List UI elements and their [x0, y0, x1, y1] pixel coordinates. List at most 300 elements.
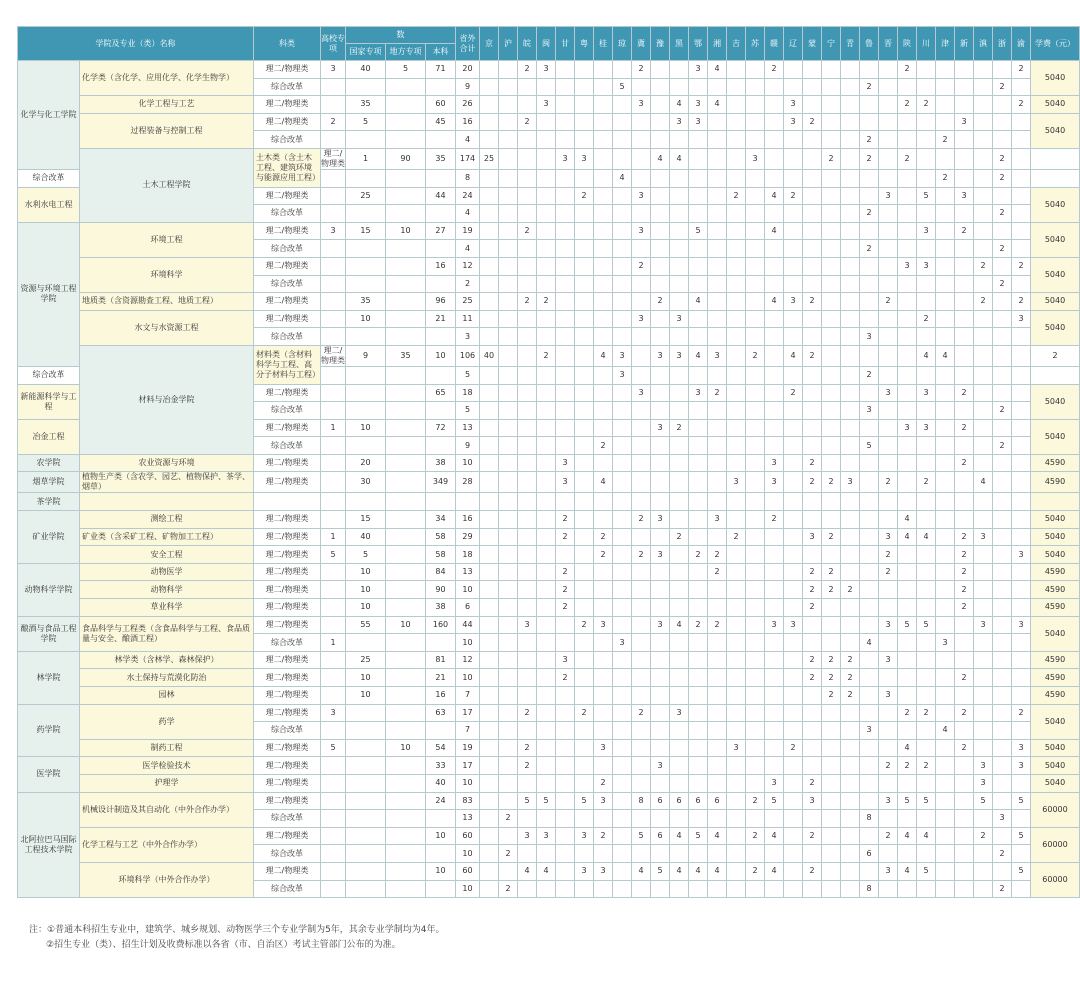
- province-quota-cell: [632, 148, 651, 169]
- province-quota-cell: [784, 704, 803, 722]
- province-quota-cell: [898, 131, 917, 149]
- undergrad-cell: [426, 845, 456, 863]
- province-quota-cell: 2: [822, 563, 841, 581]
- province-quota-cell: 3: [879, 792, 898, 810]
- undergrad-cell: 38: [426, 454, 456, 472]
- province-quota-cell: [993, 704, 1012, 722]
- category-cell: 理二/物理类: [254, 546, 321, 564]
- school-special-cell: [321, 96, 346, 114]
- table-row: [18, 96, 1080, 114]
- province-quota-cell: [727, 384, 746, 402]
- undergrad-cell: [426, 493, 456, 511]
- province-quota-cell: [993, 328, 1012, 346]
- province-quota-cell: [575, 169, 594, 187]
- header-plan-group: 数: [346, 27, 456, 44]
- province-quota-cell: 2: [993, 880, 1012, 898]
- province-quota-cell: 8: [632, 792, 651, 810]
- province-quota-cell: [632, 757, 651, 775]
- province-quota-cell: [917, 131, 936, 149]
- province-quota-cell: [537, 581, 556, 599]
- province-quota-cell: [499, 493, 518, 511]
- province-quota-cell: [556, 493, 575, 511]
- province-quota-cell: [898, 187, 917, 205]
- local-special-cell: [386, 419, 426, 437]
- province-quota-cell: [841, 511, 860, 529]
- category-cell: 理二/物理类: [254, 669, 321, 687]
- province-quota-cell: [689, 78, 708, 96]
- undergrad-cell: 65: [426, 384, 456, 402]
- province-quota-cell: 3: [993, 810, 1012, 828]
- province-quota-cell: [651, 222, 670, 240]
- province-quota-cell: [822, 493, 841, 511]
- province-quota-cell: [784, 511, 803, 529]
- province-quota-cell: [936, 827, 955, 845]
- fee-cell: 4590: [1031, 669, 1080, 687]
- province-quota-cell: [879, 454, 898, 472]
- province-quota-cell: [727, 257, 746, 275]
- province-quota-cell: [727, 880, 746, 898]
- province-quota-cell: 8: [860, 880, 879, 898]
- school-special-cell: [321, 581, 346, 599]
- province-quota-cell: 2: [898, 96, 917, 114]
- province-quota-cell: [575, 599, 594, 617]
- province-quota-cell: [670, 546, 689, 564]
- province-quota-cell: 4: [917, 528, 936, 546]
- province-quota-cell: [936, 402, 955, 420]
- province-quota-cell: [537, 774, 556, 792]
- province-quota-cell: [993, 511, 1012, 529]
- national-special-cell: 35: [346, 96, 386, 114]
- province-quota-cell: 2: [803, 599, 822, 617]
- province-quota-cell: [993, 528, 1012, 546]
- province-quota-cell: [917, 880, 936, 898]
- province-quota-cell: [727, 131, 746, 149]
- province-quota-cell: 3: [518, 616, 537, 634]
- category-cell: 理二/物理类: [254, 528, 321, 546]
- province-quota-cell: [1012, 328, 1031, 346]
- province-quota-cell: 5: [1012, 792, 1031, 810]
- province-quota-cell: [1012, 563, 1031, 581]
- province-quota-cell: [651, 240, 670, 258]
- province-quota-cell: [746, 528, 765, 546]
- province-quota-cell: [518, 511, 537, 529]
- category-cell: 理二/物理类: [254, 293, 321, 311]
- national-special-cell: [346, 169, 386, 187]
- province-quota-cell: [803, 222, 822, 240]
- province-quota-cell: 2: [803, 581, 822, 599]
- province-quota-cell: [784, 205, 803, 223]
- province-quota-cell: [784, 437, 803, 455]
- province-quota-cell: [537, 546, 556, 564]
- province-quota-cell: [936, 704, 955, 722]
- school-special-cell: [321, 810, 346, 828]
- province-quota-cell: 2: [955, 454, 974, 472]
- province-quota-cell: [898, 78, 917, 96]
- province-quota-cell: [746, 546, 765, 564]
- province-quota-cell: [803, 240, 822, 258]
- province-quota-cell: [746, 757, 765, 775]
- province-quota-cell: [955, 810, 974, 828]
- province-quota-cell: [727, 651, 746, 669]
- province-quota-cell: [499, 419, 518, 437]
- major-cell: 过程装备与控制工程: [80, 113, 254, 148]
- fee-cell: 5040: [1031, 384, 1080, 419]
- province-quota-cell: 2: [518, 757, 537, 775]
- province-quota-cell: [575, 546, 594, 564]
- province-quota-cell: [879, 96, 898, 114]
- province-quota-cell: [689, 581, 708, 599]
- province-quota-cell: [575, 61, 594, 79]
- province-quota-cell: 4: [765, 187, 784, 205]
- province-quota-cell: [670, 511, 689, 529]
- province-quota-cell: [708, 187, 727, 205]
- category-cell: 理二/物理类: [254, 472, 321, 493]
- province-quota-cell: [613, 419, 632, 437]
- out-province-total-cell: 9: [456, 437, 480, 455]
- province-quota-cell: [556, 293, 575, 311]
- province-quota-cell: [537, 402, 556, 420]
- province-quota-cell: [879, 310, 898, 328]
- province-quota-cell: [822, 257, 841, 275]
- province-quota-cell: [993, 419, 1012, 437]
- province-quota-cell: 2: [594, 827, 613, 845]
- province-quota-cell: [689, 687, 708, 705]
- header-province: 苏: [746, 27, 765, 61]
- province-quota-cell: [898, 845, 917, 863]
- category-cell: 理二/物理类: [254, 511, 321, 529]
- province-quota-cell: [689, 669, 708, 687]
- major-cell: 环境科学: [80, 257, 254, 292]
- province-quota-cell: [936, 419, 955, 437]
- category-cell: 理二/物理类: [254, 454, 321, 472]
- local-special-cell: [386, 845, 426, 863]
- province-quota-cell: [955, 472, 974, 493]
- province-quota-cell: [689, 240, 708, 258]
- national-special-cell: [346, 402, 386, 420]
- province-quota-cell: [765, 205, 784, 223]
- province-quota-cell: [898, 651, 917, 669]
- province-quota-cell: [860, 528, 879, 546]
- province-quota-cell: [841, 205, 860, 223]
- province-quota-cell: [651, 454, 670, 472]
- college-cell: 材料与冶金学院: [80, 345, 254, 454]
- province-quota-cell: [974, 187, 993, 205]
- province-quota-cell: 2: [518, 113, 537, 131]
- school-special-cell: [321, 669, 346, 687]
- province-quota-cell: [917, 437, 936, 455]
- province-quota-cell: [537, 687, 556, 705]
- province-quota-cell: [822, 862, 841, 880]
- province-quota-cell: 2: [803, 113, 822, 131]
- province-quota-cell: [556, 240, 575, 258]
- category-cell: 综合改革: [254, 845, 321, 863]
- province-quota-cell: [955, 634, 974, 652]
- province-quota-cell: [613, 687, 632, 705]
- province-quota-cell: [594, 222, 613, 240]
- province-quota-cell: [499, 96, 518, 114]
- province-quota-cell: [499, 275, 518, 293]
- province-quota-cell: [746, 563, 765, 581]
- province-quota-cell: [670, 454, 689, 472]
- province-quota-cell: [936, 472, 955, 493]
- province-quota-cell: [613, 810, 632, 828]
- province-quota-cell: [689, 437, 708, 455]
- province-quota-cell: [974, 96, 993, 114]
- province-quota-cell: 2: [689, 546, 708, 564]
- province-quota-cell: [803, 810, 822, 828]
- province-quota-cell: [575, 113, 594, 131]
- province-quota-cell: 3: [917, 384, 936, 402]
- province-quota-cell: [499, 437, 518, 455]
- province-quota-cell: [936, 113, 955, 131]
- province-quota-cell: [613, 240, 632, 258]
- province-quota-cell: [955, 96, 974, 114]
- province-quota-cell: [632, 328, 651, 346]
- province-quota-cell: [746, 722, 765, 740]
- province-quota-cell: [708, 472, 727, 493]
- province-quota-cell: [860, 651, 879, 669]
- province-quota-cell: [594, 293, 613, 311]
- province-quota-cell: [1012, 493, 1031, 511]
- province-quota-cell: [537, 669, 556, 687]
- province-quota-cell: [556, 419, 575, 437]
- province-quota-cell: [480, 366, 499, 384]
- province-quota-cell: [803, 511, 822, 529]
- undergrad-cell: 58: [426, 528, 456, 546]
- province-quota-cell: [727, 563, 746, 581]
- province-quota-cell: [594, 845, 613, 863]
- province-quota-cell: [575, 240, 594, 258]
- province-quota-cell: 4: [670, 862, 689, 880]
- province-quota-cell: [594, 131, 613, 149]
- province-quota-cell: [518, 310, 537, 328]
- province-quota-cell: [670, 651, 689, 669]
- national-special-cell: [346, 328, 386, 346]
- province-quota-cell: [480, 187, 499, 205]
- province-quota-cell: [879, 78, 898, 96]
- province-quota-cell: [974, 704, 993, 722]
- province-quota-cell: [499, 366, 518, 384]
- province-quota-cell: [993, 222, 1012, 240]
- province-quota-cell: [974, 310, 993, 328]
- province-quota-cell: [898, 810, 917, 828]
- province-quota-cell: 3: [727, 472, 746, 493]
- province-quota-cell: 4: [898, 827, 917, 845]
- province-quota-cell: [651, 528, 670, 546]
- province-quota-cell: [784, 402, 803, 420]
- province-quota-cell: 3: [1012, 310, 1031, 328]
- province-quota-cell: [480, 61, 499, 79]
- province-quota-cell: [575, 651, 594, 669]
- province-quota-cell: [841, 599, 860, 617]
- province-quota-cell: [746, 616, 765, 634]
- province-quota-cell: [936, 366, 955, 384]
- province-quota-cell: [689, 634, 708, 652]
- province-quota-cell: 4: [765, 827, 784, 845]
- province-quota-cell: [537, 493, 556, 511]
- province-quota-cell: 2: [822, 528, 841, 546]
- province-quota-cell: [499, 384, 518, 402]
- national-special-cell: 25: [346, 651, 386, 669]
- province-quota-cell: 2: [860, 240, 879, 258]
- province-quota-cell: [594, 419, 613, 437]
- fee-cell: 5040: [1031, 546, 1080, 564]
- province-quota-cell: [917, 563, 936, 581]
- province-quota-cell: [765, 257, 784, 275]
- province-quota-cell: [689, 845, 708, 863]
- province-quota-cell: 5: [1012, 862, 1031, 880]
- province-quota-cell: [480, 493, 499, 511]
- province-quota-cell: [1012, 402, 1031, 420]
- province-quota-cell: [917, 61, 936, 79]
- province-quota-cell: [518, 810, 537, 828]
- province-quota-cell: [917, 148, 936, 169]
- school-special-cell: [321, 472, 346, 493]
- category-cell: 理二/物理类: [254, 61, 321, 79]
- province-quota-cell: [651, 810, 670, 828]
- province-quota-cell: [860, 704, 879, 722]
- fee-cell: 4590: [1031, 563, 1080, 581]
- province-quota-cell: [727, 310, 746, 328]
- header-province: 沪: [499, 27, 518, 61]
- province-quota-cell: [993, 96, 1012, 114]
- province-quota-cell: [879, 704, 898, 722]
- province-quota-cell: [480, 328, 499, 346]
- fee-cell: 5040: [1031, 757, 1080, 775]
- province-quota-cell: [898, 774, 917, 792]
- province-quota-cell: [537, 634, 556, 652]
- province-quota-cell: [651, 310, 670, 328]
- province-quota-cell: [613, 61, 632, 79]
- province-quota-cell: [765, 739, 784, 757]
- province-quota-cell: [860, 669, 879, 687]
- province-quota-cell: [480, 222, 499, 240]
- province-quota-cell: [746, 205, 765, 223]
- major-cell: 化学类（含化学、应用化学、化学生物学）: [80, 61, 254, 96]
- province-quota-cell: [841, 96, 860, 114]
- province-quota-cell: [518, 240, 537, 258]
- province-quota-cell: 4: [689, 293, 708, 311]
- province-quota-cell: [727, 599, 746, 617]
- province-quota-cell: [822, 599, 841, 617]
- province-quota-cell: [556, 687, 575, 705]
- province-quota-cell: 6: [708, 792, 727, 810]
- province-quota-cell: 3: [689, 113, 708, 131]
- province-quota-cell: 2: [746, 792, 765, 810]
- province-quota-cell: 5: [518, 792, 537, 810]
- province-quota-cell: 3: [651, 616, 670, 634]
- fee-cell: 5040: [1031, 616, 1080, 651]
- province-quota-cell: [632, 739, 651, 757]
- table-row: [18, 862, 1080, 880]
- province-quota-cell: [556, 845, 575, 863]
- school-special-cell: [321, 366, 346, 384]
- national-special-cell: [346, 827, 386, 845]
- province-quota-cell: 2: [841, 669, 860, 687]
- category-cell: 综合改革: [254, 880, 321, 898]
- province-quota-cell: 2: [955, 704, 974, 722]
- province-quota-cell: [708, 669, 727, 687]
- province-quota-cell: [822, 61, 841, 79]
- province-quota-cell: [556, 437, 575, 455]
- fee-cell: 5040: [1031, 739, 1080, 757]
- province-quota-cell: [784, 528, 803, 546]
- province-quota-cell: [860, 61, 879, 79]
- province-quota-cell: [784, 581, 803, 599]
- province-quota-cell: [499, 454, 518, 472]
- province-quota-cell: [803, 880, 822, 898]
- province-quota-cell: [480, 634, 499, 652]
- province-quota-cell: [917, 402, 936, 420]
- province-quota-cell: [537, 78, 556, 96]
- province-quota-cell: [537, 616, 556, 634]
- province-quota-cell: 3: [537, 827, 556, 845]
- province-quota-cell: 3: [974, 616, 993, 634]
- province-quota-cell: [518, 402, 537, 420]
- province-quota-cell: 2: [575, 187, 594, 205]
- national-special-cell: 35: [386, 345, 426, 366]
- province-quota-cell: [575, 511, 594, 529]
- province-quota-cell: [841, 810, 860, 828]
- province-quota-cell: [974, 563, 993, 581]
- fee-cell: 4590: [1031, 599, 1080, 617]
- province-quota-cell: [841, 493, 860, 511]
- province-quota-cell: [499, 862, 518, 880]
- province-quota-cell: [841, 366, 860, 384]
- province-quota-cell: [803, 366, 822, 384]
- out-province-total-cell: 19: [456, 222, 480, 240]
- province-quota-cell: 3: [917, 222, 936, 240]
- province-quota-cell: [575, 581, 594, 599]
- out-province-total-cell: 17: [456, 704, 480, 722]
- province-quota-cell: [537, 757, 556, 775]
- local-special-cell: [386, 634, 426, 652]
- province-quota-cell: [746, 845, 765, 863]
- province-quota-cell: [746, 310, 765, 328]
- province-quota-cell: [689, 169, 708, 187]
- out-province-total-cell: 28: [456, 472, 480, 493]
- province-quota-cell: [974, 61, 993, 79]
- school-special-cell: 9: [346, 345, 386, 366]
- province-quota-cell: [898, 366, 917, 384]
- province-quota-cell: [898, 493, 917, 511]
- province-quota-cell: 3: [803, 792, 822, 810]
- province-quota-cell: 5: [974, 792, 993, 810]
- province-quota-cell: [1012, 187, 1031, 205]
- province-quota-cell: [822, 827, 841, 845]
- province-quota-cell: [974, 722, 993, 740]
- province-quota-cell: [765, 687, 784, 705]
- category-cell: 综合改革: [254, 328, 321, 346]
- province-quota-cell: [594, 493, 613, 511]
- province-quota-cell: [765, 131, 784, 149]
- school-special-cell: 2: [321, 113, 346, 131]
- province-quota-cell: [632, 437, 651, 455]
- province-quota-cell: [651, 437, 670, 455]
- province-quota-cell: [974, 687, 993, 705]
- province-quota-cell: 2: [765, 61, 784, 79]
- province-quota-cell: 5: [689, 222, 708, 240]
- province-quota-cell: [993, 774, 1012, 792]
- header-province: 赣: [765, 27, 784, 61]
- province-quota-cell: [898, 205, 917, 223]
- province-quota-cell: [708, 845, 727, 863]
- province-quota-cell: [670, 366, 689, 384]
- province-quota-cell: 3: [670, 345, 689, 366]
- province-quota-cell: 2: [822, 581, 841, 599]
- local-special-cell: [386, 131, 426, 149]
- province-quota-cell: [689, 599, 708, 617]
